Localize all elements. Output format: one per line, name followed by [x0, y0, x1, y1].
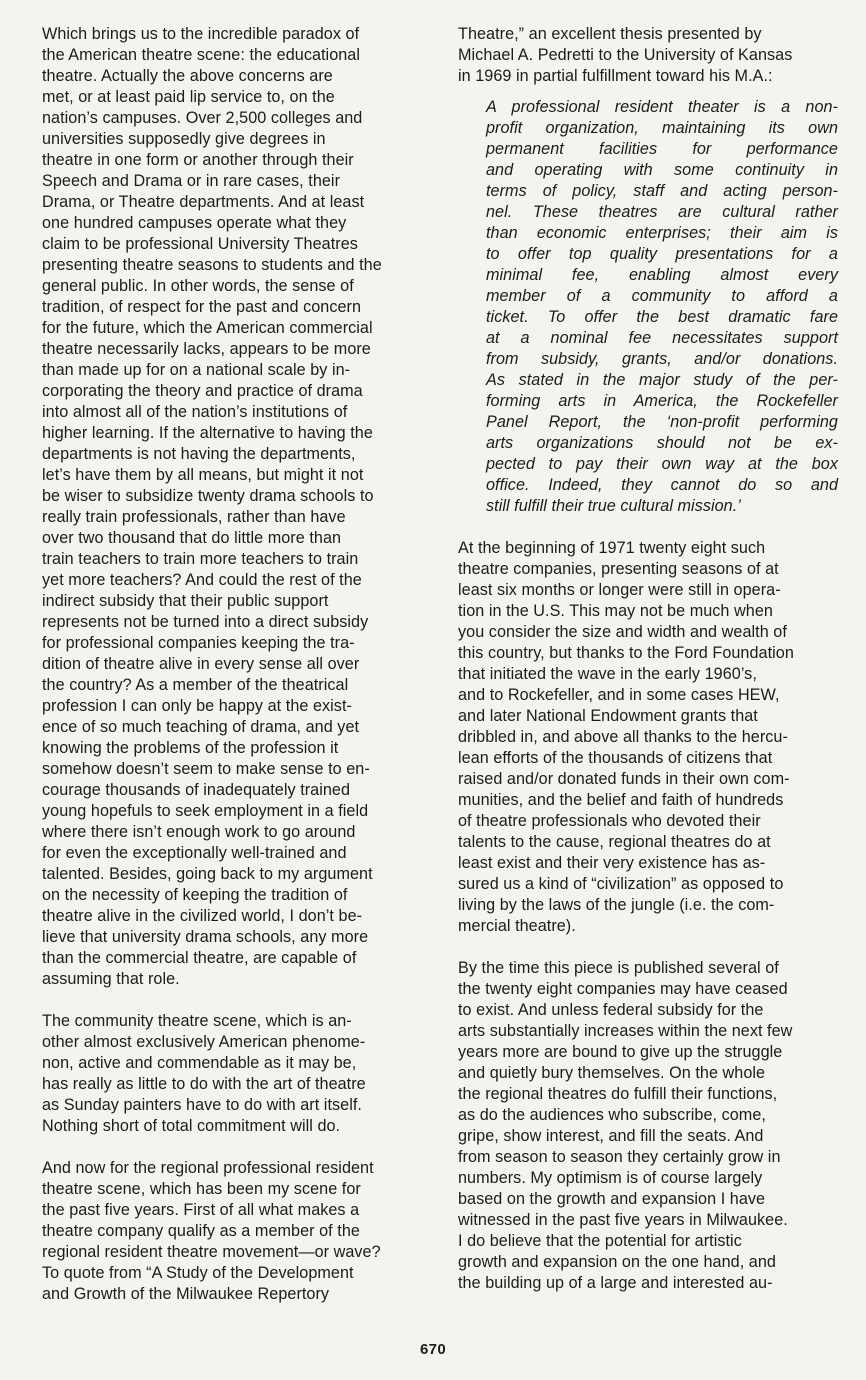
left-column: [42, 24, 426, 1305]
quote-line: forming arts in America, the Rockefeller: [486, 392, 838, 410]
quote-line: still fulfill their true cultural mission.’: [486, 497, 741, 515]
right-column: [458, 24, 838, 1294]
quote-line: from subsidy, grants, and/or donations.: [486, 350, 838, 368]
quote-line: member of a community to afford a: [486, 287, 838, 305]
quote-line: and operating with some continuity in: [486, 161, 838, 179]
quote-line: As stated in the major study of the per-: [486, 371, 838, 389]
quote-line: office. Indeed, they cannot do so and: [486, 476, 838, 494]
paragraph-published: By the time this piece is published several of the twenty eight companies may have ceased to exist. And unless federal subsidy for the arts substantially increases within the next few years more are bound to give up the struggle and quietly bury themselves. On the whole the regional theatres do fulfill their functions, as do the audiences who subscribe, come, gripe, show interest, and fill the seats. And from season to season they certainly grow in numbers. My optimism is of course largely based on the growth and expansion I have witnessed in the past five years in Milwaukee. I do believe that the potential for artistic growth and expansion on the one hand, and the building up of a large and interested au-: [458, 959, 793, 1292]
quote-line: minimal fee, enabling almost every: [486, 266, 838, 284]
quote-line: A professional resident theater is a non-: [486, 98, 838, 116]
quote-line: to offer top quality presentations for a: [486, 245, 838, 263]
quote-line: pected to pay their own way at the box: [486, 455, 838, 473]
paragraph-regional-theatre: And now for the regional professional resident theatre scene, which has been my scene for the past five years. First of all what makes a theatre company qualify as a member of the regional resident theatre movement—or wave? To quote from “A Study of the Development and Growth of the Milwaukee Repertory: [42, 1159, 381, 1303]
quote-line: ticket. To offer the best dramatic fare: [486, 308, 838, 326]
page-number: 670: [420, 1341, 446, 1358]
quote-line: terms of policy, staff and acting person-: [486, 182, 838, 200]
block-quote: [486, 97, 838, 517]
quote-line: profit organization, maintaining its own: [486, 119, 838, 137]
paragraph-thesis-intro: Theatre,” an excellent thesis presented by Michael A. Pedretti to the University of Kansas in 1969 in partial fulfillment toward his M.A.:: [458, 25, 793, 85]
paragraph-twenty-eight-companies: At the beginning of 1971 twenty eight such theatre companies, presenting seasons of at least six months or longer were still in opera- tion in the U.S. This may not be much when you consider the size and width and wealth of this country, but thanks to the Ford Foundation that initiated the wave in the early 1960’s, and to Rockefeller, and in some cases HEW, and later National Endowment grants that dribbled in, and above all thanks to the hercu- lean efforts of the thousands of citizens that raised and/or donated funds in their own com- munities, and the belief and faith of hundreds of theatre professionals who devoted their talents to the cause, regional theatres do at least exist and their very existence has as- sured us a kind of “civilization” as opposed to living by the laws of the jungle (i.e. the com- mercial theatre).: [458, 539, 794, 935]
quote-line: than economic enterprises; their aim is: [486, 224, 838, 242]
quote-line: nel. These theatres are cultural rather: [486, 203, 838, 221]
quote-line: at a nominal fee necessitates support: [486, 329, 838, 347]
quote-line: permanent facilities for performance: [486, 140, 838, 158]
paragraph-community-theatre: The community theatre scene, which is an- other almost exclusively American phenome- non, active and commendable as it may be, has really as little to do with the art of theatre as Sunday painters have to do with art itself. Nothing short of total commitment will do.: [42, 1012, 366, 1135]
quote-line: Panel Report, the ‘non-profit performing: [486, 413, 838, 431]
paragraph-educational-theatre: Which brings us to the incredible paradox of the American theatre scene: the educational theatre. Actually the above concerns are met, or at least paid lip service to, on the nation’s campuses. Over 2,500 colleges and universities supposedly give degrees in theatre in one form or another through their Speech and Drama or in rare cases, their Drama, or Theatre departments. And at least one hundred campuses operate what they claim to be professional University Theatres presenting theatre seasons to students and the general public. In other words, the sense of tradition, of respect for the past and concern for the future, which the American commercial theatre necessarily lacks, appears to be more than made up for on a national scale by in- corporating the theory and practice of drama into almost all of the nation’s institutions of higher learning. If the alternative to having the departments is not having the departments, let’s have them by all means, but might it not be wiser to subsidize twenty drama schools to really train professionals, rather than have over two thousand that do little more than train teachers to train more teachers to train yet more teachers? And could the rest of the indirect subsidy that their public support represents not be turned into a direct subsidy for professional companies keeping the tra- dition of theatre alive in every sense all over the country? As a member of the theatrical profession I can only be happy at the exist- ence of so much teaching of drama, and yet knowing the problems of the profession it somehow doesn’t seem to make sense to en- courage thousands of inadequately trained young hopefuls to seek employment in a field where there isn’t enough work to go around for even the exceptionally well-trained and talented. Besides, going back to my argument on the necessity of keeping the tradition of theatre alive in the civilized world, I don’t be- lieve that university drama schools, any more than the commercial theatre, are capable of assuming that role.: [42, 25, 382, 988]
quote-line: arts organizations should not be ex-: [486, 434, 838, 452]
